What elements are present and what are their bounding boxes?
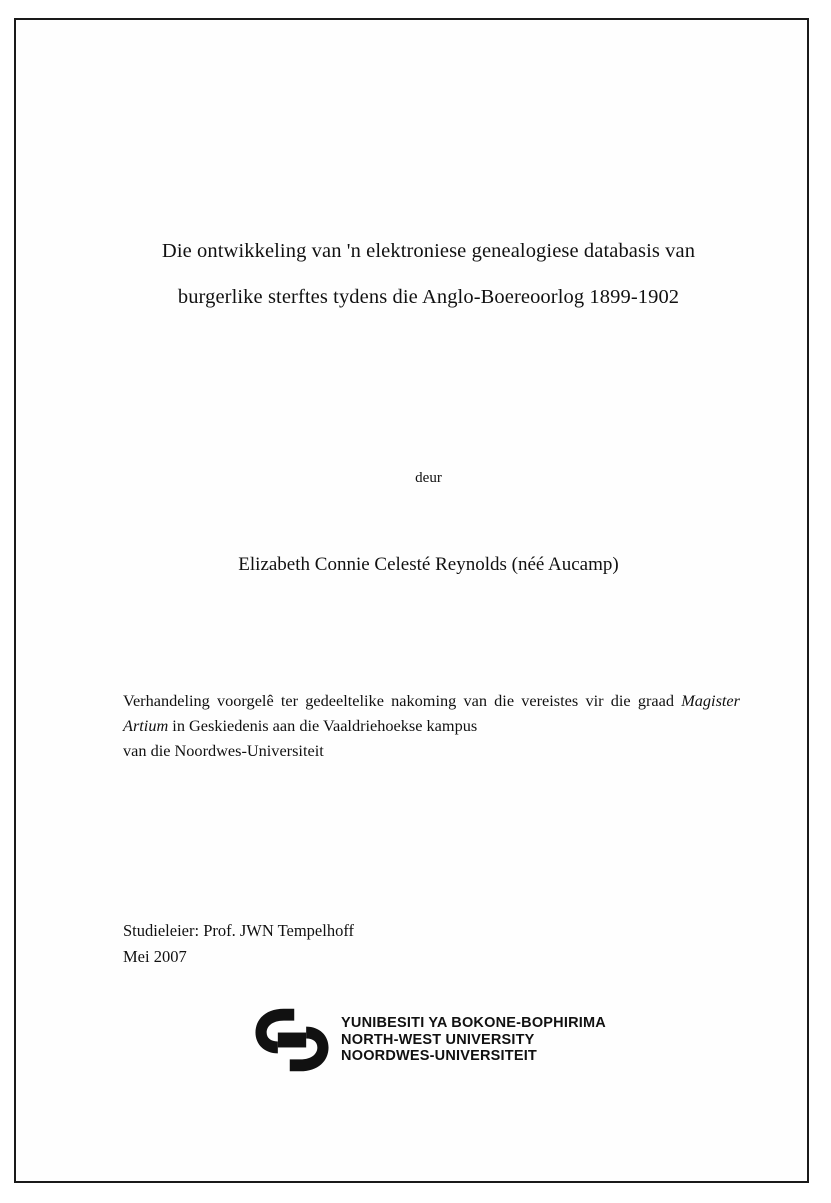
university-logo-text [341, 1015, 606, 1065]
title-line-1: Die ontwikkeling van 'n elektroniese genealogiese databasis van [161, 240, 696, 262]
by-label: deur [415, 470, 442, 486]
submission-part-3: van die Noordwes-Universiteit [123, 741, 324, 760]
submission-part-2: in Geskiedenis aan die Vaaldriehoekse kampus [168, 716, 478, 735]
logo-text-line-2: NORTH-WEST UNIVERSITY [341, 1031, 535, 1048]
north-west-university-logo-mark [251, 1004, 333, 1076]
supervisor-block [123, 918, 740, 970]
submission-statement [123, 688, 740, 763]
page-border [14, 18, 809, 1183]
university-logo [106, 1004, 751, 1076]
logo-text-line-3: NOORDWES-UNIVERSITEIT [341, 1048, 537, 1065]
supervisor-line: Studieleier: Prof. JWN Tempelhoff [123, 921, 355, 940]
title-line-2: burgerlike sterftes tydens die Anglo-Boereoorlog 1899-1902 [177, 286, 680, 308]
logo-text-line-1: YUNIBESITI YA BOKONE-BOPHIRIMA [341, 1015, 606, 1032]
date-line: Mei 2007 [123, 947, 187, 966]
page-title [106, 228, 751, 320]
page-content [106, 38, 751, 1203]
author-name: Elizabeth Connie Celesté Reynolds (néé Aucamp) [238, 554, 619, 575]
degree-name: Magister Artium [123, 691, 740, 735]
submission-part-1: Verhandeling voorgelê ter gedeeltelike nakoming van die vereistes vir die graad [123, 691, 682, 710]
